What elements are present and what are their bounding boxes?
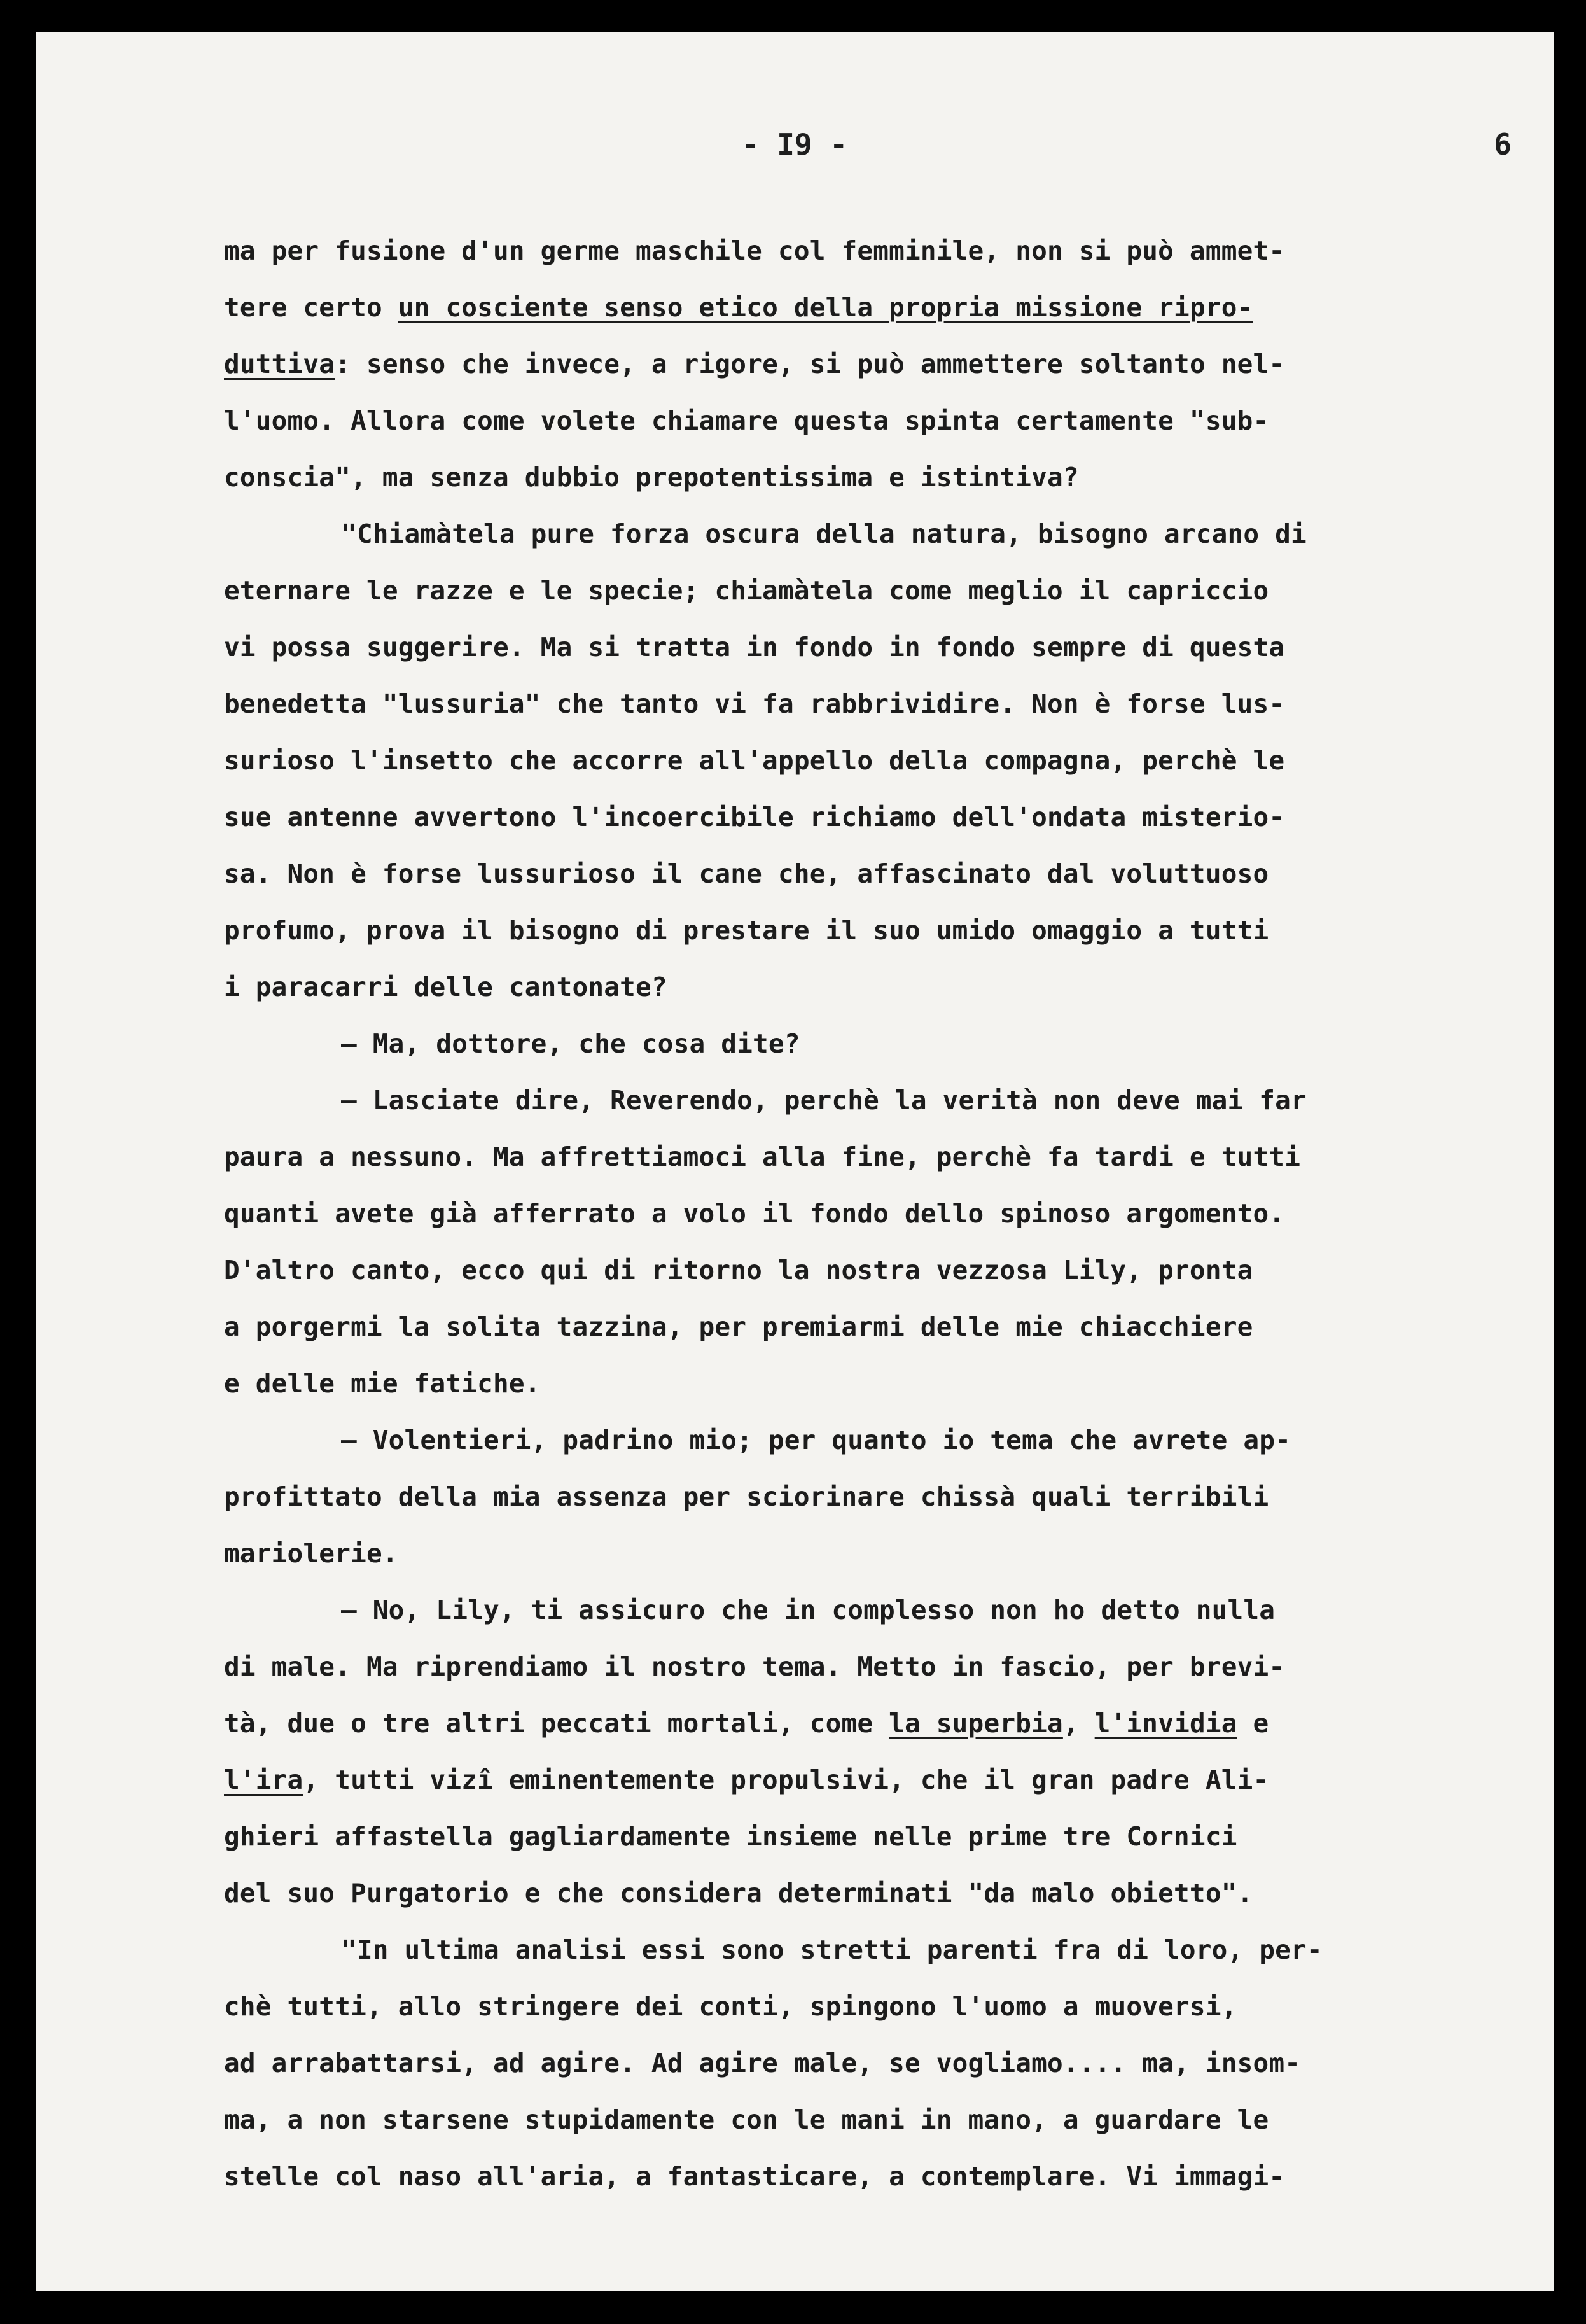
underlined-text: duttiva (224, 349, 335, 379)
text-line (224, 336, 1534, 393)
text-line (224, 506, 1534, 563)
text-line (224, 279, 1534, 336)
underlined-text: l'ira (224, 1765, 303, 1795)
text-line (224, 676, 1534, 732)
text-segment: ma per fusione d'un germe maschile col femminile, non si può ammet- (224, 235, 1285, 266)
underlined-text: un cosciente senso etico della propria missione ripro- (398, 292, 1253, 323)
text-segment: , (1062, 1708, 1095, 1739)
text-segment: eternare le razze e le specie; chiamàtela come meglio il capriccio (224, 575, 1269, 606)
text-segment: , tutti vizî eminentemente propulsivi, che il gran padre Ali- (303, 1765, 1269, 1795)
text-segment: profumo, prova il bisogno di prestare il suo umido omaggio a tutti (224, 915, 1269, 946)
text-line (224, 1016, 1534, 1072)
text-segment: a porgermi la solita tazzina, per premiarmi delle mie chiacchiere (224, 1312, 1253, 1342)
underlined-text: l'invidia (1094, 1708, 1237, 1739)
text-line (224, 1299, 1534, 1355)
text-segment: ma, a non starsene stupidamente con le mani in mano, a guardare le (224, 2104, 1269, 2135)
text-line (224, 2035, 1534, 2092)
text-segment: : senso che invece, a rigore, si può ammettere soltanto nel- (335, 349, 1285, 379)
text-segment: di male. Ma riprendiamo il nostro tema. Metto in fascio, per brevi- (224, 1651, 1285, 1682)
text-line (224, 1525, 1534, 1582)
text-line (224, 393, 1534, 449)
text-segment: ghieri affastella gagliardamente insieme nelle prime tre Cornici (224, 1821, 1237, 1852)
text-segment: chè tutti, allo stringere dei conti, spingono l'uomo a muoversi, (224, 1991, 1237, 2022)
text-segment: paura a nessuno. Ma affrettiamoci alla fine, perchè fa tardi e tutti (224, 1142, 1301, 1172)
text-segment: D'altro canto, ecco qui di ritorno la nostra vezzosa Lily, pronta (224, 1255, 1253, 1285)
text-line (224, 1582, 1534, 1639)
text-line (224, 2148, 1534, 2205)
text-segment: — Volentieri, padrino mio; per quanto io tema che avrete ap- (341, 1425, 1291, 1455)
text-segment: sa. Non è forse lussurioso il cane che, affascinato dal voluttuoso (224, 858, 1269, 889)
text-segment: del suo Purgatorio e che considera determinati "da malo obietto". (224, 1878, 1253, 1908)
text-line (224, 1355, 1534, 1412)
text-line (224, 1242, 1534, 1299)
text-segment: — No, Lily, ti assicuro che in complesso non ho detto nulla (341, 1595, 1276, 1625)
text-line (224, 1695, 1534, 1752)
text-line (224, 1809, 1534, 1865)
text-line (224, 789, 1534, 846)
text-line (224, 619, 1534, 676)
text-segment: surioso l'insetto che accorre all'appello della compagna, perchè le (224, 745, 1285, 776)
text-line (224, 1072, 1534, 1129)
text-line (224, 1865, 1534, 1922)
text-segment: benedetta "lussuria" che tanto vi fa rabbrividire. Non è forse lus- (224, 689, 1285, 719)
text-segment: l'uomo. Allora come volete chiamare questa spinta certamente "sub- (224, 405, 1269, 436)
body-text (224, 223, 1534, 2205)
text-line (224, 1752, 1534, 1809)
text-segment: — Ma, dottore, che cosa dite? (341, 1028, 800, 1059)
text-line (224, 1922, 1534, 1978)
text-segment: tà, due o tre altri peccati mortali, come (224, 1708, 889, 1739)
text-line (224, 846, 1534, 902)
text-line (224, 732, 1534, 789)
text-segment: "Chiamàtela pure forza oscura della natura, bisogno arcano di (341, 519, 1307, 549)
corner-number: 6 (1494, 127, 1512, 162)
text-segment: conscia", ma senza dubbio prepotentissima e istintiva? (224, 462, 1079, 493)
text-line (224, 1129, 1534, 1186)
text-segment: ad arrabattarsi, ad agire. Ad agire male, se vogliamo.... ma, insom- (224, 2048, 1301, 2078)
text-segment: e (1237, 1708, 1269, 1739)
typewritten-page (36, 32, 1554, 2291)
text-segment: profittato della mia assenza per sciorinare chissà quali terribili (224, 1481, 1269, 1512)
underlined-text: la superbia (889, 1708, 1063, 1739)
text-segment: e delle mie fatiche. (224, 1368, 541, 1399)
text-line (224, 1978, 1534, 2035)
text-segment: vi possa suggerire. Ma si tratta in fondo in fondo sempre di questa (224, 632, 1285, 662)
text-line (224, 1469, 1534, 1525)
text-line (224, 449, 1534, 506)
page-number: - I9 - (741, 127, 848, 162)
text-line (224, 223, 1534, 279)
text-line (224, 1639, 1534, 1695)
text-segment: — Lasciate dire, Reverendo, perchè la verità non deve mai far (341, 1085, 1307, 1116)
text-segment: tere certo (224, 292, 398, 323)
text-segment: sue antenne avvertono l'incoercibile richiamo dell'ondata misterio- (224, 802, 1285, 832)
text-line (224, 1186, 1534, 1242)
text-segment: quanti avete già afferrato a volo il fondo dello spinoso argomento. (224, 1198, 1285, 1229)
text-line (224, 959, 1534, 1016)
text-line (224, 1412, 1534, 1469)
text-segment: "In ultima analisi essi sono stretti parenti fra di loro, per- (341, 1935, 1323, 1965)
text-line (224, 563, 1534, 619)
text-line (224, 902, 1534, 959)
text-segment: stelle col naso all'aria, a fantasticare, a contemplare. Vi immagi- (224, 2161, 1285, 2192)
text-segment: i paracarri delle cantonate? (224, 972, 667, 1002)
text-line (224, 2092, 1534, 2148)
text-segment: mariolerie. (224, 1538, 398, 1569)
